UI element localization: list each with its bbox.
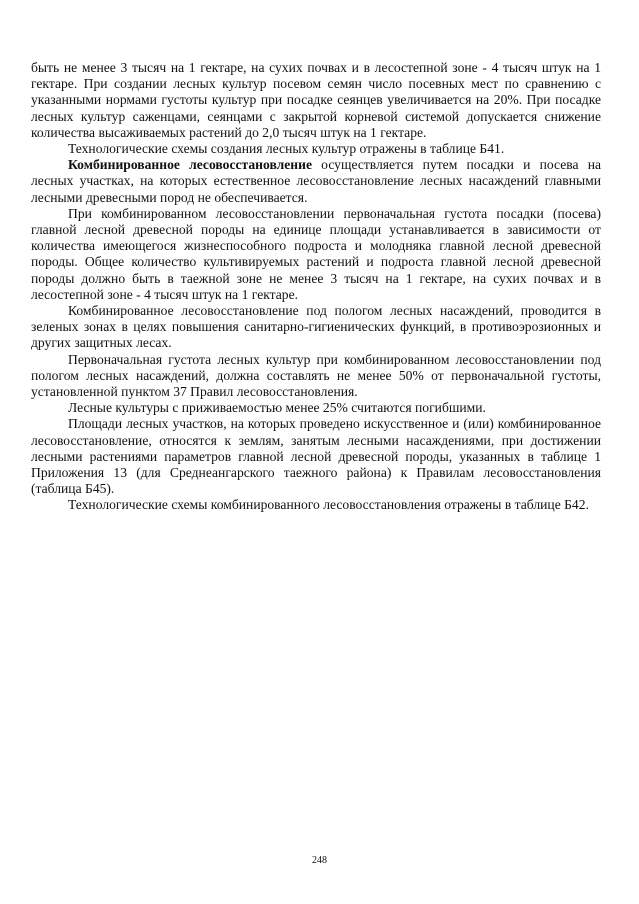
paragraph-text: Площади лесных участков, на которых проведено искусственное и (или) комбинированное лесовосстановление, относятся к землям, занятым лесными насаждениями, при достижении лесными растениями параметров главной лесной древесной породы, указанных в таблице 1 Приложения 13 (для Среднеангарского таежного района) к Правилам лесовосстановления (таблица Б45). bbox=[31, 416, 601, 497]
paragraph bbox=[31, 303, 601, 352]
paragraph-text: При комбинированном лесовосстановлении первоначальная густота посадки (посева) главной лесной древесной породы на единице площади устанавливается в зависимости от количества имеющегося жизнеспособного подроста и молодняка главной лесной древесной породы. Общее количество культивируемых растений и подроста главной лесной древесной породы должно быть в таежной зоне не менее 3 тысяч на 1 гектаре, на сухих почвах и в лесостепной зоне - 4 тысяч штук на 1 гектаре. bbox=[31, 205, 601, 302]
paragraph bbox=[31, 416, 601, 497]
paragraph-text: Лесные культуры с приживаемостью менее 25% считаются погибшими. bbox=[68, 400, 486, 416]
paragraph bbox=[31, 157, 601, 206]
page-number: 248 bbox=[312, 855, 327, 866]
paragraph-text: осуществляется путем посадки и посева на лесных участках, на которых естественное лесовосстановление лесных насаждений главными лесными древесными пород не обеспечивается. bbox=[31, 157, 602, 205]
paragraph-text: Комбинированное лесовосстановление под пологом лесных насаждений, проводится в зеленых зонах в целях повышения санитарно-гигиенических функций, в противоэрозионных и других защитных лесах. bbox=[31, 303, 601, 351]
paragraph-text: Технологические схемы создания лесных культур отражены в таблице Б41. bbox=[68, 141, 505, 157]
paragraph bbox=[31, 497, 601, 513]
paragraph bbox=[31, 141, 601, 157]
bold-term: Комбинированное лесовосстановление bbox=[68, 157, 312, 173]
paragraph bbox=[31, 400, 601, 416]
paragraph-text: быть не менее 3 тысяч на 1 гектаре, на сухих почвах и в лесостепной зоне - 4 тысяч штук на 1 гектаре. При создании лесных культур посевом семян число посевных мест по сравнению с указанными нормами густоты культур при посадке сеянцев увеличивается на 20%. При посадке лесных культур саженцами, сеянцами с закрытой корневой системой допускается снижение количества высаживаемых растений до 2,0 тысяч штук на 1 гектаре. bbox=[31, 60, 601, 140]
paragraph bbox=[31, 60, 601, 141]
paragraph bbox=[31, 352, 601, 401]
paragraph bbox=[31, 206, 601, 303]
paragraph-text: Первоначальная густота лесных культур при комбинированном лесовосстановлении под пологом лесных насаждений, должна составлять не менее 50% от первоначальной густоты, установленной пунктом 37 Правил лесовосстановления. bbox=[31, 351, 601, 400]
body-text bbox=[31, 60, 601, 514]
paragraph-text: Технологические схемы комбинированного лесовосстановления отражены в таблице Б42. bbox=[68, 497, 589, 513]
